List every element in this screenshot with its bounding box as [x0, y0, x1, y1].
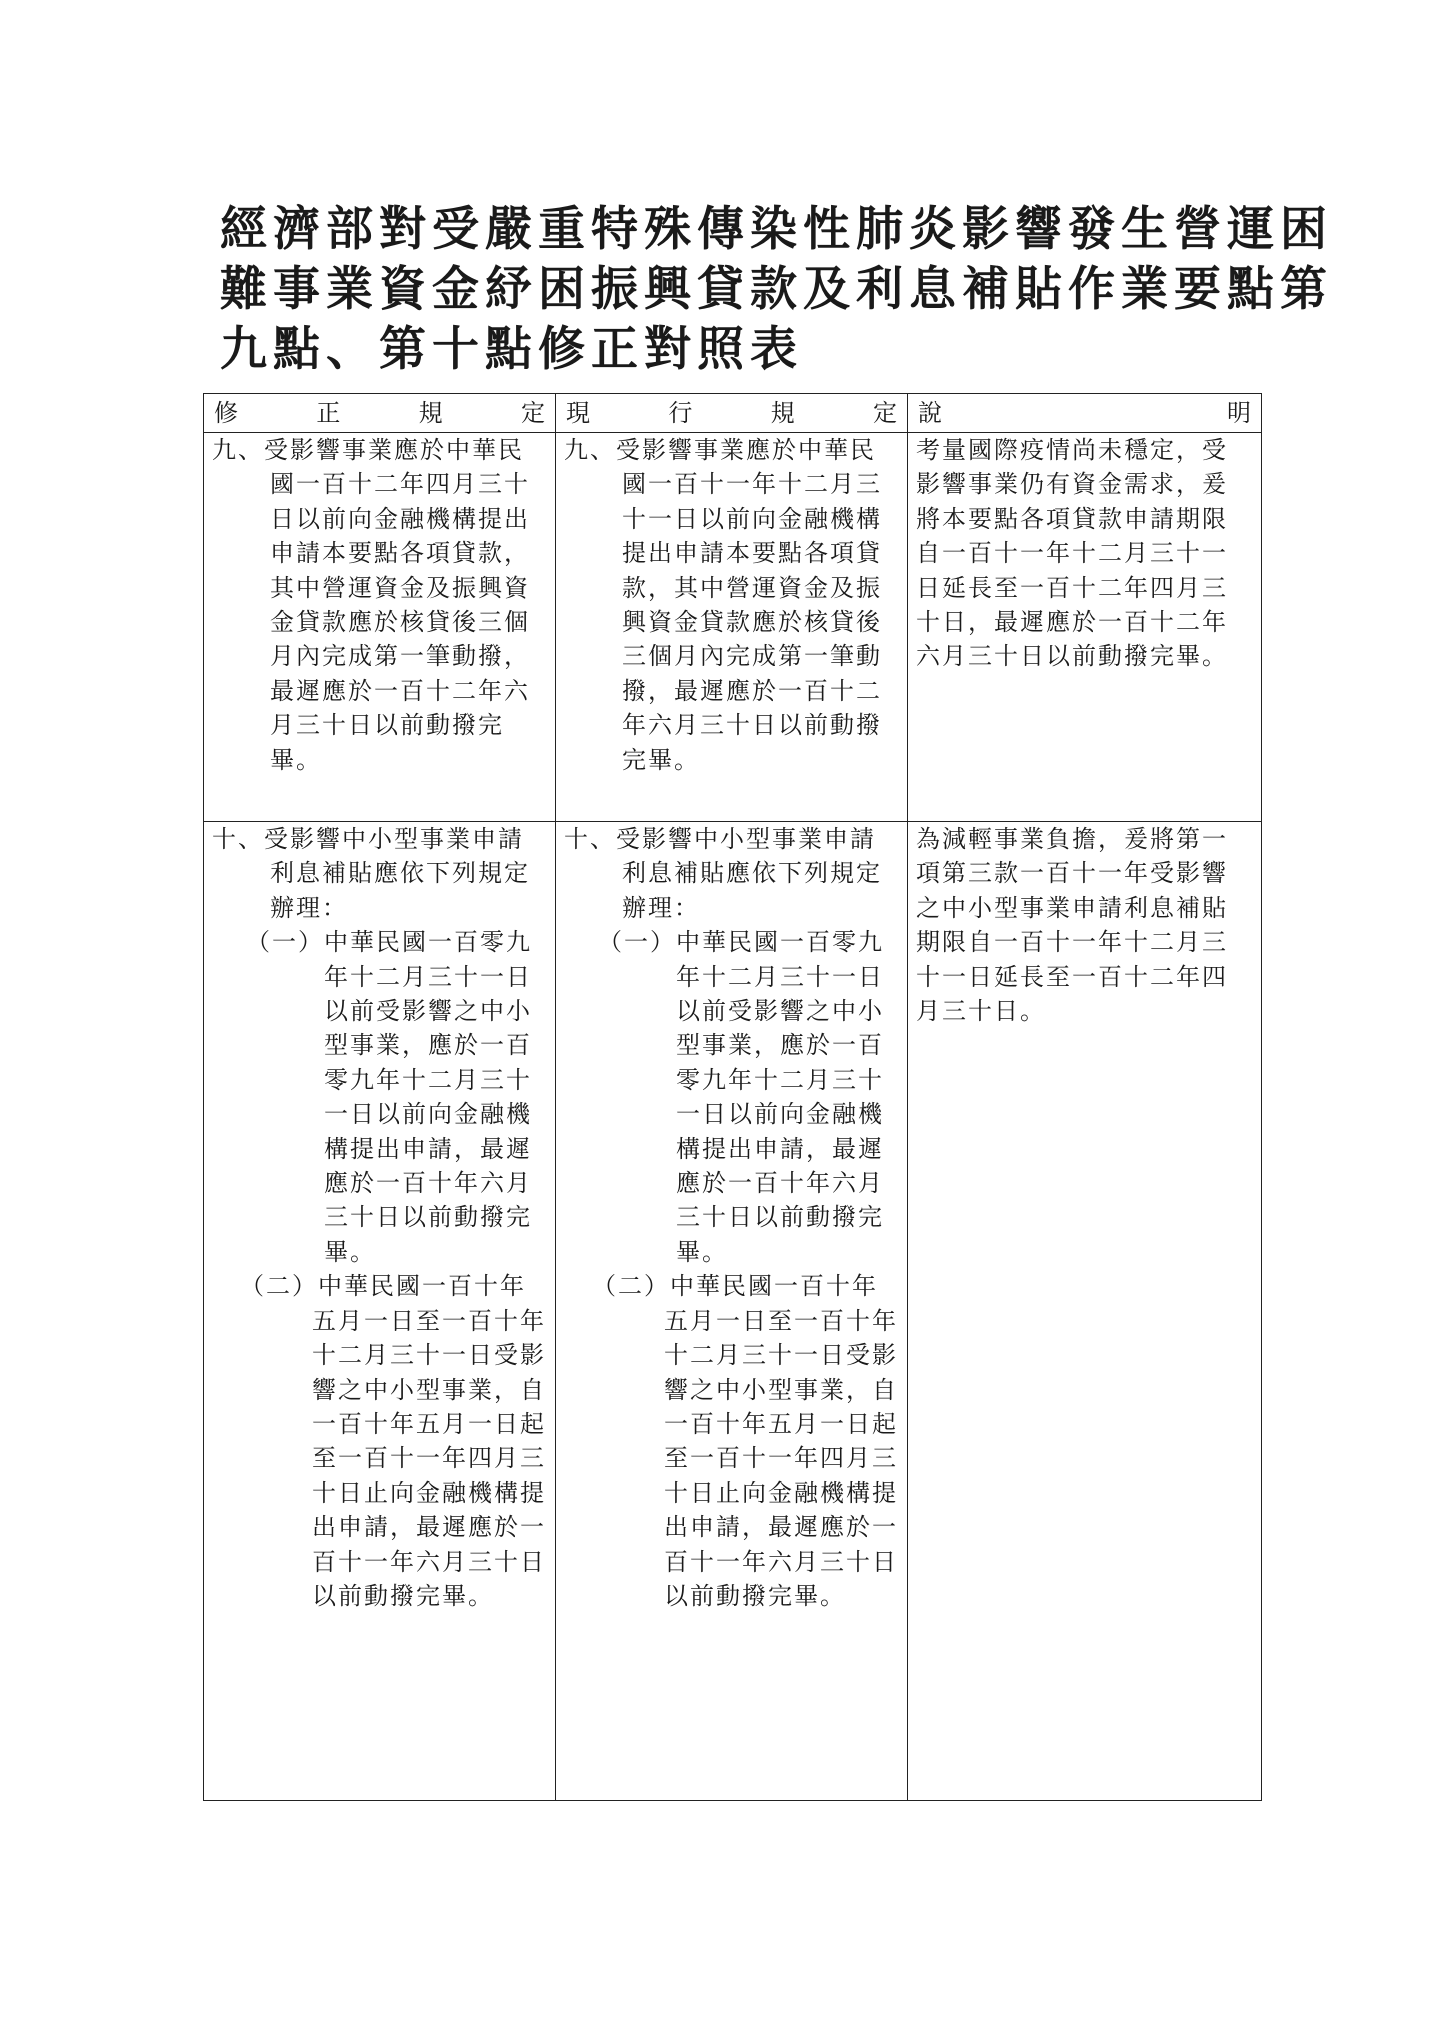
header-amended: [204, 394, 556, 433]
current-point-9: [556, 433, 908, 822]
title-line-1: 經濟部對受嚴重特殊傳染性肺炎影響發生營運困: [220, 202, 1333, 257]
table-row: [204, 433, 1262, 822]
header-char: 正: [316, 399, 341, 427]
current-point-10-sub-2: （二）中華民國一百十年五月一日至一百十年十二月三十一日受影響之中小型事業，自一百十年五月一日起至一百十一年四月三十日止向金融機構提出申請，最遲應於一百十一年六月三十日以前動撥完畢。: [592, 1272, 898, 1610]
header-char: 定: [872, 399, 897, 427]
title-line-2: 難事業資金紓困振興貸款及利息補貼作業要點第: [220, 262, 1333, 317]
header-char: 修: [214, 399, 238, 427]
current-point-10: [556, 822, 908, 1801]
explanation-point-10-text: 為減輕事業負擔，爰將第一項第三款一百十一年受影響之中小型事業申請利息補貼期限自一百十一年十二月三十一日延長至一百十二年四月三十日。: [916, 825, 1228, 1026]
header-char: 行: [668, 399, 693, 427]
document-title: [220, 200, 1333, 380]
title-line-3: 九點、第十點修正對照表: [220, 322, 803, 377]
header-char: 明: [1227, 399, 1251, 427]
amended-point-10-intro: 十、受影響中小型事業申請利息補貼應依下列規定辦理：: [212, 825, 530, 922]
header-char: 說: [918, 399, 942, 427]
header-char: 定: [520, 399, 545, 427]
explanation-point-9: [908, 433, 1262, 822]
header-char: 規: [418, 399, 443, 427]
header-current: [556, 394, 908, 433]
header-explanation: [908, 394, 1262, 433]
comparison-table: [203, 393, 1262, 1801]
explanation-point-9-text: 考量國際疫情尚未穩定，受影響事業仍有資金需求，爰將本要點各項貸款申請期限自一百十一年十二月三十一日延長至一百十二年四月三十日，最遲應於一百十二年六月三十日以前動撥完畢。: [916, 436, 1228, 671]
amended-point-10-sub-2: （二）中華民國一百十年五月一日至一百十年十二月三十一日受影響之中小型事業，自一百十年五月一日起至一百十一年四月三十日止向金融機構提出申請，最遲應於一百十一年六月三十日以前動撥完畢。: [240, 1272, 546, 1610]
amended-point-10-sub-1: （一）中華民國一百零九年十二月三十一日以前受影響之中小型事業，應於一百零九年十二月三十一日以前向金融機構提出申請，最遲應於一百十年六月三十日以前動撥完畢。: [246, 928, 532, 1266]
current-point-9-text: 九、受影響事業應於中華民國一百十一年十二月三十一日以前向金融機構提出申請本要點各項貸款，其中營運資金及振興資金貸款應於核貸後三個月內完成第一筆動撥，最遲應於一百十二年六月三十日以前動撥完畢。: [564, 436, 882, 774]
explanation-point-10: [908, 822, 1262, 1801]
current-point-10-sub-1: （一）中華民國一百零九年十二月三十一日以前受影響之中小型事業，應於一百零九年十二月三十一日以前向金融機構提出申請，最遲應於一百十年六月三十日以前動撥完畢。: [598, 928, 884, 1266]
table-row: [204, 822, 1262, 1801]
current-point-10-intro: 十、受影響中小型事業申請利息補貼應依下列規定辦理：: [564, 825, 882, 922]
table-header-row: [204, 394, 1262, 433]
header-char: 規: [770, 399, 795, 427]
amended-point-9-text: 九、受影響事業應於中華民國一百十二年四月三十日以前向金融機構提出申請本要點各項貸款，其中營運資金及振興資金貸款應於核貸後三個月內完成第一筆動撥，最遲應於一百十二年六月三十日以前動撥完畢。: [212, 436, 530, 774]
header-char: 現: [566, 399, 590, 427]
amended-point-10: [204, 822, 556, 1801]
amended-point-9: [204, 433, 556, 822]
